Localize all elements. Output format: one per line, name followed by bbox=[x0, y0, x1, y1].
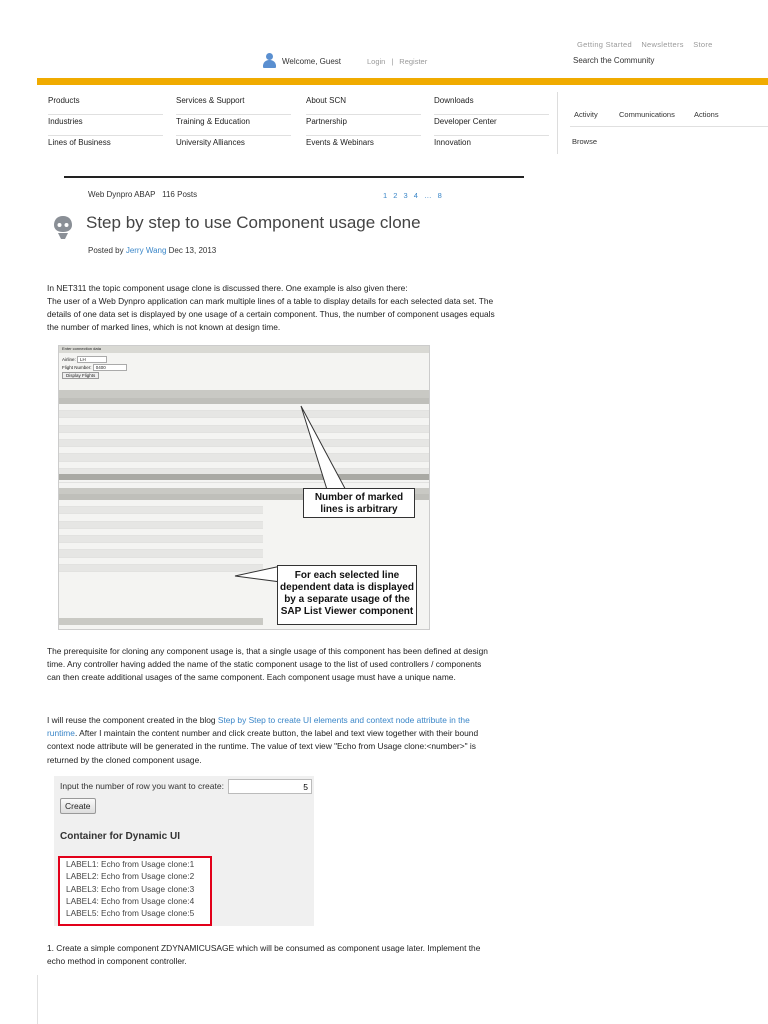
nav-products[interactable]: Products bbox=[48, 94, 163, 115]
dynamic-line-3: LABEL3: Echo from Usage clone:3 bbox=[66, 883, 195, 894]
screenshot-flights bbox=[58, 345, 430, 630]
nav-services-support[interactable]: Services & Support bbox=[176, 94, 291, 115]
nav-browse[interactable]: Browse bbox=[572, 137, 598, 146]
pagination bbox=[383, 191, 444, 200]
row-count-input[interactable] bbox=[228, 779, 312, 794]
callout-dependent-data: For each selected line dependent data is displayed by a separate usage of the SAP List Viewer component bbox=[277, 565, 417, 625]
posted-by bbox=[88, 246, 216, 255]
nav-lines-of-business[interactable]: Lines of Business bbox=[48, 138, 111, 147]
nav-column-1 bbox=[48, 94, 163, 156]
content-top-rule bbox=[64, 176, 524, 178]
login-link[interactable]: Login bbox=[366, 56, 386, 66]
dynamic-line-2: LABEL2: Echo from Usage clone:2 bbox=[66, 871, 195, 882]
author-link[interactable]: Jerry Wang bbox=[125, 246, 167, 255]
paragraph-prerequisite: The prerequisite for cloning any component usage is, that a single usage of this component has been defined at design time. Any controller having added the name of the static component usage to the list of used controllers / components can then create additional usages of the same component. Each component usage must have a unique name. bbox=[47, 646, 488, 683]
post-count: 116 Posts bbox=[162, 190, 198, 199]
utility-links bbox=[577, 40, 720, 49]
welcome-text: Welcome, Guest bbox=[282, 56, 341, 66]
nav-training-education[interactable]: Training & Education bbox=[176, 115, 291, 136]
nav-developer-center[interactable]: Developer Center bbox=[434, 115, 549, 136]
page-4[interactable]: 4 bbox=[413, 191, 420, 200]
paragraph-description: The user of a Web Dynpro application can mark multiple lines of a table to display details for each selected data set. The details of one data set is displayed by one usage of a certain component. Thus, the number of component usages equals the number of marked lines, which is not known at design time. bbox=[47, 296, 495, 333]
user-icon bbox=[262, 53, 276, 69]
space-breadcrumb bbox=[88, 190, 197, 199]
nav-activity[interactable]: Activity bbox=[574, 110, 598, 119]
shot1-flight-label: Flight Number: bbox=[62, 365, 92, 370]
divider: | bbox=[391, 56, 394, 66]
nav-right-divider bbox=[570, 126, 768, 127]
container-title: Container for Dynamic UI bbox=[60, 831, 181, 842]
post-title: Step by step to use Component usage clone bbox=[86, 213, 421, 232]
screenshot-dynamic-ui bbox=[54, 776, 314, 926]
dynamic-ui-container bbox=[58, 856, 212, 926]
paragraph-reuse bbox=[47, 714, 499, 767]
shot1-header: Enter connection data bbox=[59, 346, 429, 353]
nav-downloads[interactable]: Downloads bbox=[434, 94, 549, 115]
store-link[interactable]: Store bbox=[693, 40, 713, 49]
nav-column-2 bbox=[176, 94, 291, 156]
nav-communications[interactable]: Communications bbox=[619, 110, 675, 119]
callout-marked-lines: Number of marked lines is arbitrary bbox=[303, 488, 415, 518]
page-3[interactable]: 3 bbox=[403, 191, 410, 200]
paragraph-step-1: 1. Create a simple component ZDYNAMICUSAGE which will be consumed as component usage later. Implement the echo method in component controller. bbox=[47, 943, 481, 967]
nav-divider bbox=[557, 92, 558, 154]
nav-university-alliances[interactable]: University Alliances bbox=[176, 138, 245, 147]
author-avatar-icon bbox=[52, 214, 74, 240]
nav-innovation[interactable]: Innovation bbox=[434, 138, 471, 147]
reuse-suffix: . After I maintain the content number and click create button, the label and text view together with their bound context node attribute will be generated in the runtime. The value of text view "Echo from Usage clone:<number>" is returned by the cloned component usage. bbox=[47, 728, 479, 765]
search-community-input[interactable]: Search the Community bbox=[573, 56, 655, 65]
getting-started-link[interactable]: Getting Started bbox=[577, 40, 632, 49]
page-ellipsis: … bbox=[424, 191, 434, 200]
page-1[interactable]: 1 bbox=[383, 191, 390, 200]
page-2[interactable]: 2 bbox=[393, 191, 400, 200]
nav-partnership[interactable]: Partnership bbox=[306, 115, 421, 136]
register-link[interactable]: Register bbox=[399, 56, 428, 66]
page-8[interactable]: 8 bbox=[437, 191, 444, 200]
space-link[interactable]: Web Dynpro ABAP bbox=[88, 190, 156, 199]
shot1-display-button[interactable]: Display Flights bbox=[62, 372, 99, 379]
nav-column-4 bbox=[434, 94, 549, 156]
dynamic-line-5: LABEL5: Echo from Usage clone:5 bbox=[66, 908, 195, 919]
dynamic-line-1: LABEL1: Echo from Usage clone:1 bbox=[66, 859, 195, 869]
row-count-label: Input the number of row you want to create: bbox=[60, 781, 224, 791]
shot1-flight-field[interactable]: 0400 bbox=[93, 364, 127, 371]
nav-actions[interactable]: Actions bbox=[694, 110, 719, 119]
post-date: Dec 13, 2013 bbox=[166, 246, 217, 255]
create-button[interactable]: Create bbox=[60, 798, 96, 814]
nav-industries[interactable]: Industries bbox=[48, 115, 163, 136]
reuse-prefix: I will reuse the component created in the blog bbox=[47, 715, 218, 725]
left-edge-line bbox=[37, 975, 38, 1024]
welcome-area bbox=[262, 53, 427, 69]
shot1-airline-field[interactable]: LH bbox=[77, 356, 107, 363]
blog-link[interactable]: Step by Step to create UI elements and context node attribute in the runtime bbox=[47, 715, 470, 739]
dynamic-line-4: LABEL4: Echo from Usage clone:4 bbox=[66, 895, 195, 906]
shot1-airline-label: Airline: bbox=[62, 357, 76, 362]
nav-column-3 bbox=[306, 94, 421, 156]
paragraph-intro: In NET311 the topic component usage clone is discussed there. One example is also given there: bbox=[47, 283, 408, 293]
newsletters-link[interactable]: Newsletters bbox=[641, 40, 684, 49]
nav-about-scn[interactable]: About SCN bbox=[306, 94, 421, 115]
posted-prefix: Posted by bbox=[88, 246, 126, 255]
header-accent-bar bbox=[37, 78, 768, 85]
nav-events-webinars[interactable]: Events & Webinars bbox=[306, 138, 374, 147]
